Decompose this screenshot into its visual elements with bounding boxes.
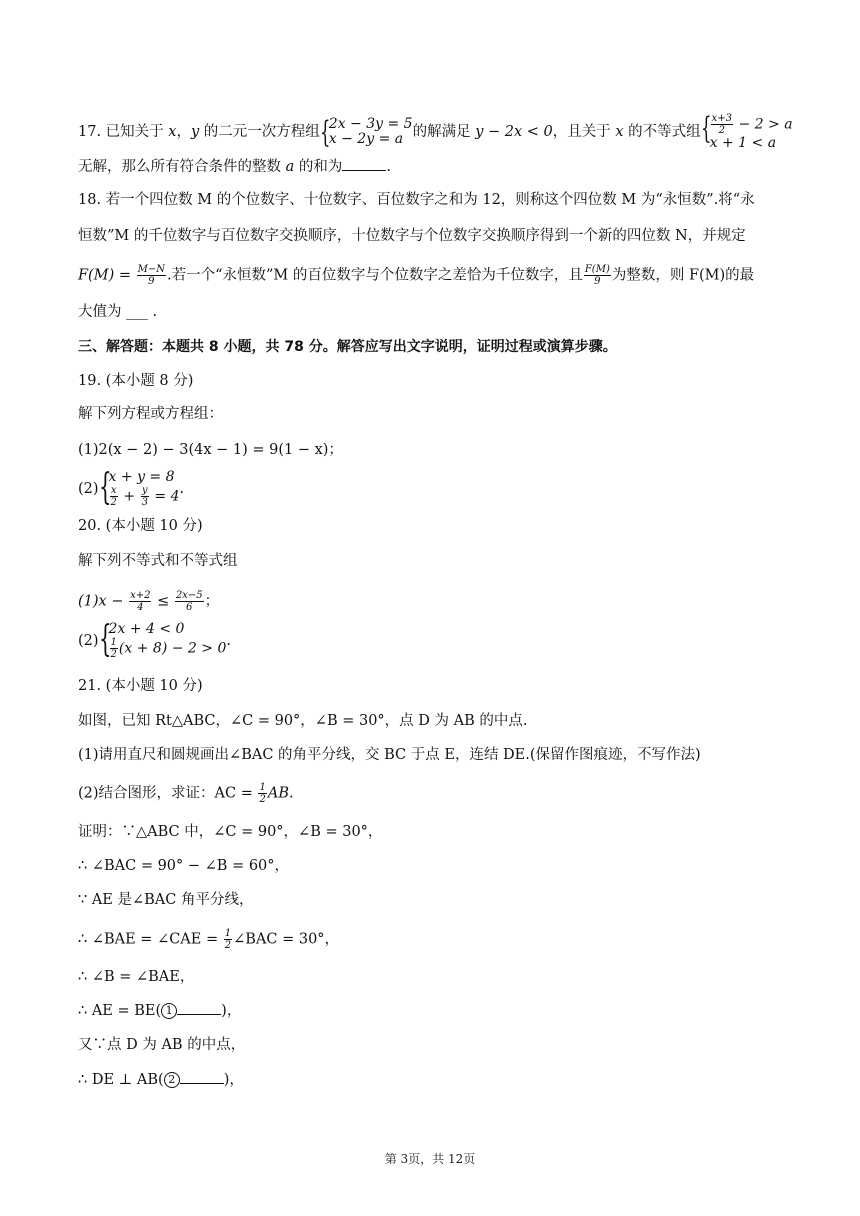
q21-heading: 21. (本小题 10 分) [78, 678, 203, 694]
q18-line1: 18. 若一个四位数 M 的个位数字、十位数字、百位数字之和为 12，则称这个四位数 M 为“永恒数”.将“永 [78, 192, 755, 208]
q17-line2: 无解，那么所有符合条件的整数 a 的和为 . [78, 159, 391, 175]
proof-step-6: ∴ AE = BE( 1 )， [78, 1003, 242, 1019]
q20-part1: (1)x − $\frac{x+2}{4}$ ≤ $\frac{2x-5}{6}$ ； [78, 590, 220, 613]
circled-number-1: 1 [161, 1003, 177, 1019]
q21-intro: 如图，已知 Rt△ABC，∠C = 90°，∠B = 30°，点 D 为 AB 的中点. [78, 713, 528, 729]
section-heading: 三、解答题：本题共 8 小题，共 78 分。解答应写出文字说明，证明过程或演算步骤。 [78, 339, 617, 355]
q19-part2: (2) { x + y = 8 $\frac{x}{2}$ + $\frac{y}{3}$ = 4 . [78, 467, 185, 508]
proof-step-3: ∵ AE 是∠BAC 角平分线， [78, 892, 254, 908]
q20-heading: 20. (本小题 10 分) [78, 518, 203, 534]
answer-blank [342, 158, 386, 171]
q17-equation-system: { 2x − 3y = 5 x − 2y = a [319, 115, 413, 150]
q19-heading: 19. (本小题 8 分) [78, 373, 194, 389]
q19-intro: 解下列方程或方程组： [78, 406, 223, 422]
q19-part1: (1)2(x − 2) − 3(4x − 1) = 9(1 − x)； [78, 442, 343, 458]
proof-step-1: 证明：∵△ABC 中，∠C = 90°，∠B = 30°， [78, 824, 383, 840]
circled-number-2: 2 [164, 1072, 180, 1088]
q21-part2: (2)结合图形，求证：AC = $\frac{1}{2}$ AB. [78, 782, 294, 805]
q17-line1: 17. 已知关于 x，y 的二元一次方程组 { 2x − 3y = 5 x − 2y = a 的解满足 y − 2x < 0，且关于 x 的不等式组 { $\frac{x+3}{2}$ − 2 > a x + 1 < a [78, 111, 793, 151]
answer-blank [180, 1071, 224, 1084]
q21-part1: (1)请用直尺和圆规画出∠BAC 的角平分线，交 BC 于点 E，连结 DE.(保留作图痕迹，不写作法) [78, 747, 701, 763]
proof-step-8: ∴ DE ⊥ AB( 2 )， [78, 1072, 244, 1088]
q17-inequality-system: { $\frac{x+3}{2}$ − 2 > a x + 1 < a [700, 111, 793, 151]
q18-line2: 恒数”M 的千位数字与百位数字交换顺序，十位数字与个位数字交换顺序得到一个新的四位数 N，并规定 [78, 228, 746, 244]
proof-step-2: ∴ ∠BAC = 90° − ∠B = 60°， [78, 858, 290, 874]
proof-step-5: ∴ ∠B = ∠BAE， [78, 969, 195, 985]
page-footer: 第 3页，共 12页 [384, 1152, 476, 1166]
proof-step-4: ∴ ∠BAE = ∠CAE = $\frac{1}{2}$ ∠BAC = 30°， [78, 928, 340, 951]
answer-blank [177, 1002, 221, 1015]
q20-part2: (2) { 2x + 4 < 0 $\frac{1}{2}$ (x + 8) − 2 > 0 . [78, 619, 231, 660]
proof-step-7: 又∵点 D 为 AB 的中点， [78, 1037, 246, 1053]
q18-line4: 大值为 ___ . [78, 304, 158, 320]
q20-intro: 解下列不等式和不等式组 [78, 553, 238, 569]
q18-line3: F(M) = $\frac{M-N}{9}$ .若一个“永恒数”M 的百位数字与个位数字之差恰为千位数字，且 $\frac{F(M)}{9}$ 为整数，则 F(M)的最 [78, 264, 755, 287]
